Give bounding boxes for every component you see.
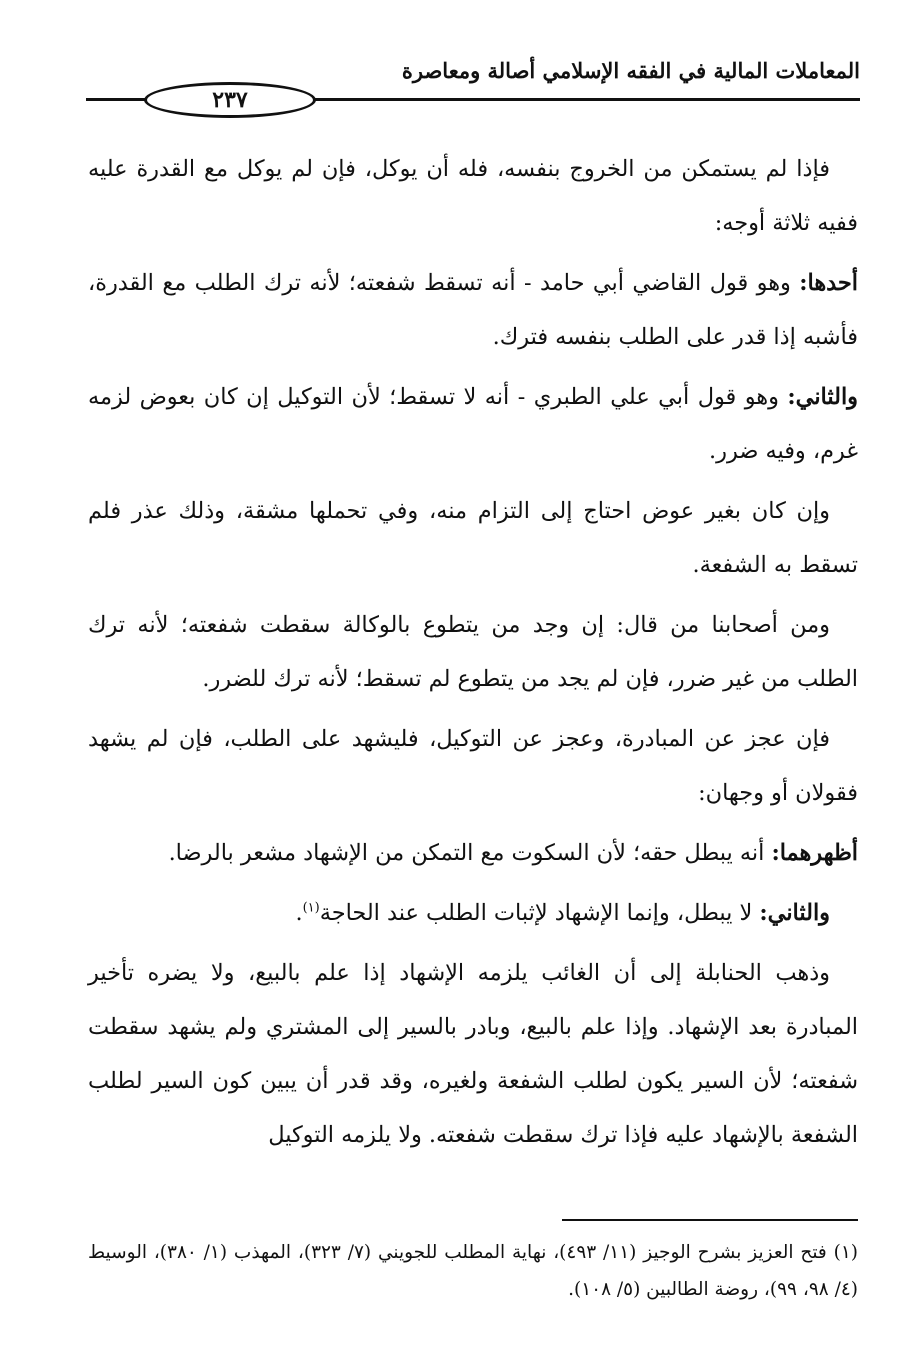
paragraph-text: أنه يبطل حقه؛ لأن السكوت مع التمكن من الإشهاد مشعر بالرضا. bbox=[168, 840, 772, 866]
paragraph-lead: أظهرهما: bbox=[771, 840, 858, 866]
paragraph bbox=[88, 946, 858, 1162]
paragraph-text: ومن أصحابنا من قال: إن وجد من يتطوع بالوكالة سقطت شفعته؛ لأنه ترك الطلب من غير ضرر، فإن لم يجد من يتطوع لم تسقط؛ لأنه ترك للضرر. bbox=[88, 612, 858, 692]
footnote: (١) فتح العزيز بشرح الوجيز (١١/ ٤٩٣)، نهاية المطلب للجويني (٧/ ٣٢٣)، المهذب (١/ ٣٨٠)، الوسيط (٤/ ٩٨، ٩٩)، روضة الطالبين (٥/ ١٠٨). bbox=[88, 1242, 858, 1300]
paragraph bbox=[88, 712, 858, 820]
paragraph-lead: والثاني: bbox=[787, 384, 858, 410]
paragraph-text: فإن عجز عن المبادرة، وعجز عن التوكيل، فليشهد على الطلب، فإن لم يشهد فقولان أو وجهان: bbox=[88, 726, 858, 806]
paragraph bbox=[88, 598, 858, 706]
paragraph-text: وذهب الحنابلة إلى أن الغائب يلزمه الإشهاد إذا علم بالبيع، ولا يضره تأخير المبادرة بعد الإشهاد. وإذا علم بالبيع، وبادر بالسير إلى المشتري ولم يشهد سقطت شفعته؛ لأن السير يكون لطلب الشفعة ولغيره، وقد قدر أن يبين كون السير لطلب الشفعة بالإشهاد عليه فإذا ترك سقطت شفعته. ولا يلزمه التوكيل bbox=[88, 960, 858, 1148]
paragraph bbox=[88, 370, 858, 478]
running-title: المعاملات المالية في الفقه الإسلامي أصالة ومعاصرة bbox=[401, 58, 860, 83]
paragraph-end: . bbox=[295, 900, 303, 926]
paragraph-text: وإن كان بغير عوض احتاج إلى التزام منه، وفي تحملها مشقة، وذلك عذر فلم تسقط به الشفعة. bbox=[88, 498, 858, 578]
paragraph bbox=[88, 484, 858, 592]
paragraph bbox=[88, 886, 858, 940]
page-header bbox=[86, 52, 860, 122]
paragraph-lead: والثاني: bbox=[759, 900, 830, 926]
footnote-reference[interactable]: (١) bbox=[302, 900, 320, 916]
body-text bbox=[88, 142, 858, 1168]
paragraph bbox=[88, 256, 858, 364]
paragraph bbox=[88, 826, 858, 880]
paragraph-text: لا يبطل، وإنما الإشهاد لإثبات الطلب عند الحاجة bbox=[319, 900, 760, 926]
paragraph-text: فإذا لم يستمكن من الخروج بنفسه، فله أن يوكل، فإن لم يوكل مع القدرة عليه ففيه ثلاثة أوجه: bbox=[88, 156, 858, 236]
paragraph-text: وهو قول القاضي أبي حامد - أنه تسقط شفعته؛ لأنه ترك الطلب مع القدرة، فأشبه إذا قدر على الطلب بنفسه فترك. bbox=[88, 270, 858, 350]
paragraph-text: وهو قول أبي علي الطبري - أنه لا تسقط؛ لأن التوكيل إن كان بعوض لزمه غرم، وفيه ضرر. bbox=[88, 384, 858, 464]
footnote-separator bbox=[562, 1219, 858, 1221]
paragraph bbox=[88, 142, 858, 250]
paragraph-lead: أحدها: bbox=[799, 270, 858, 296]
page-number: ٢٣٧ bbox=[144, 82, 316, 118]
